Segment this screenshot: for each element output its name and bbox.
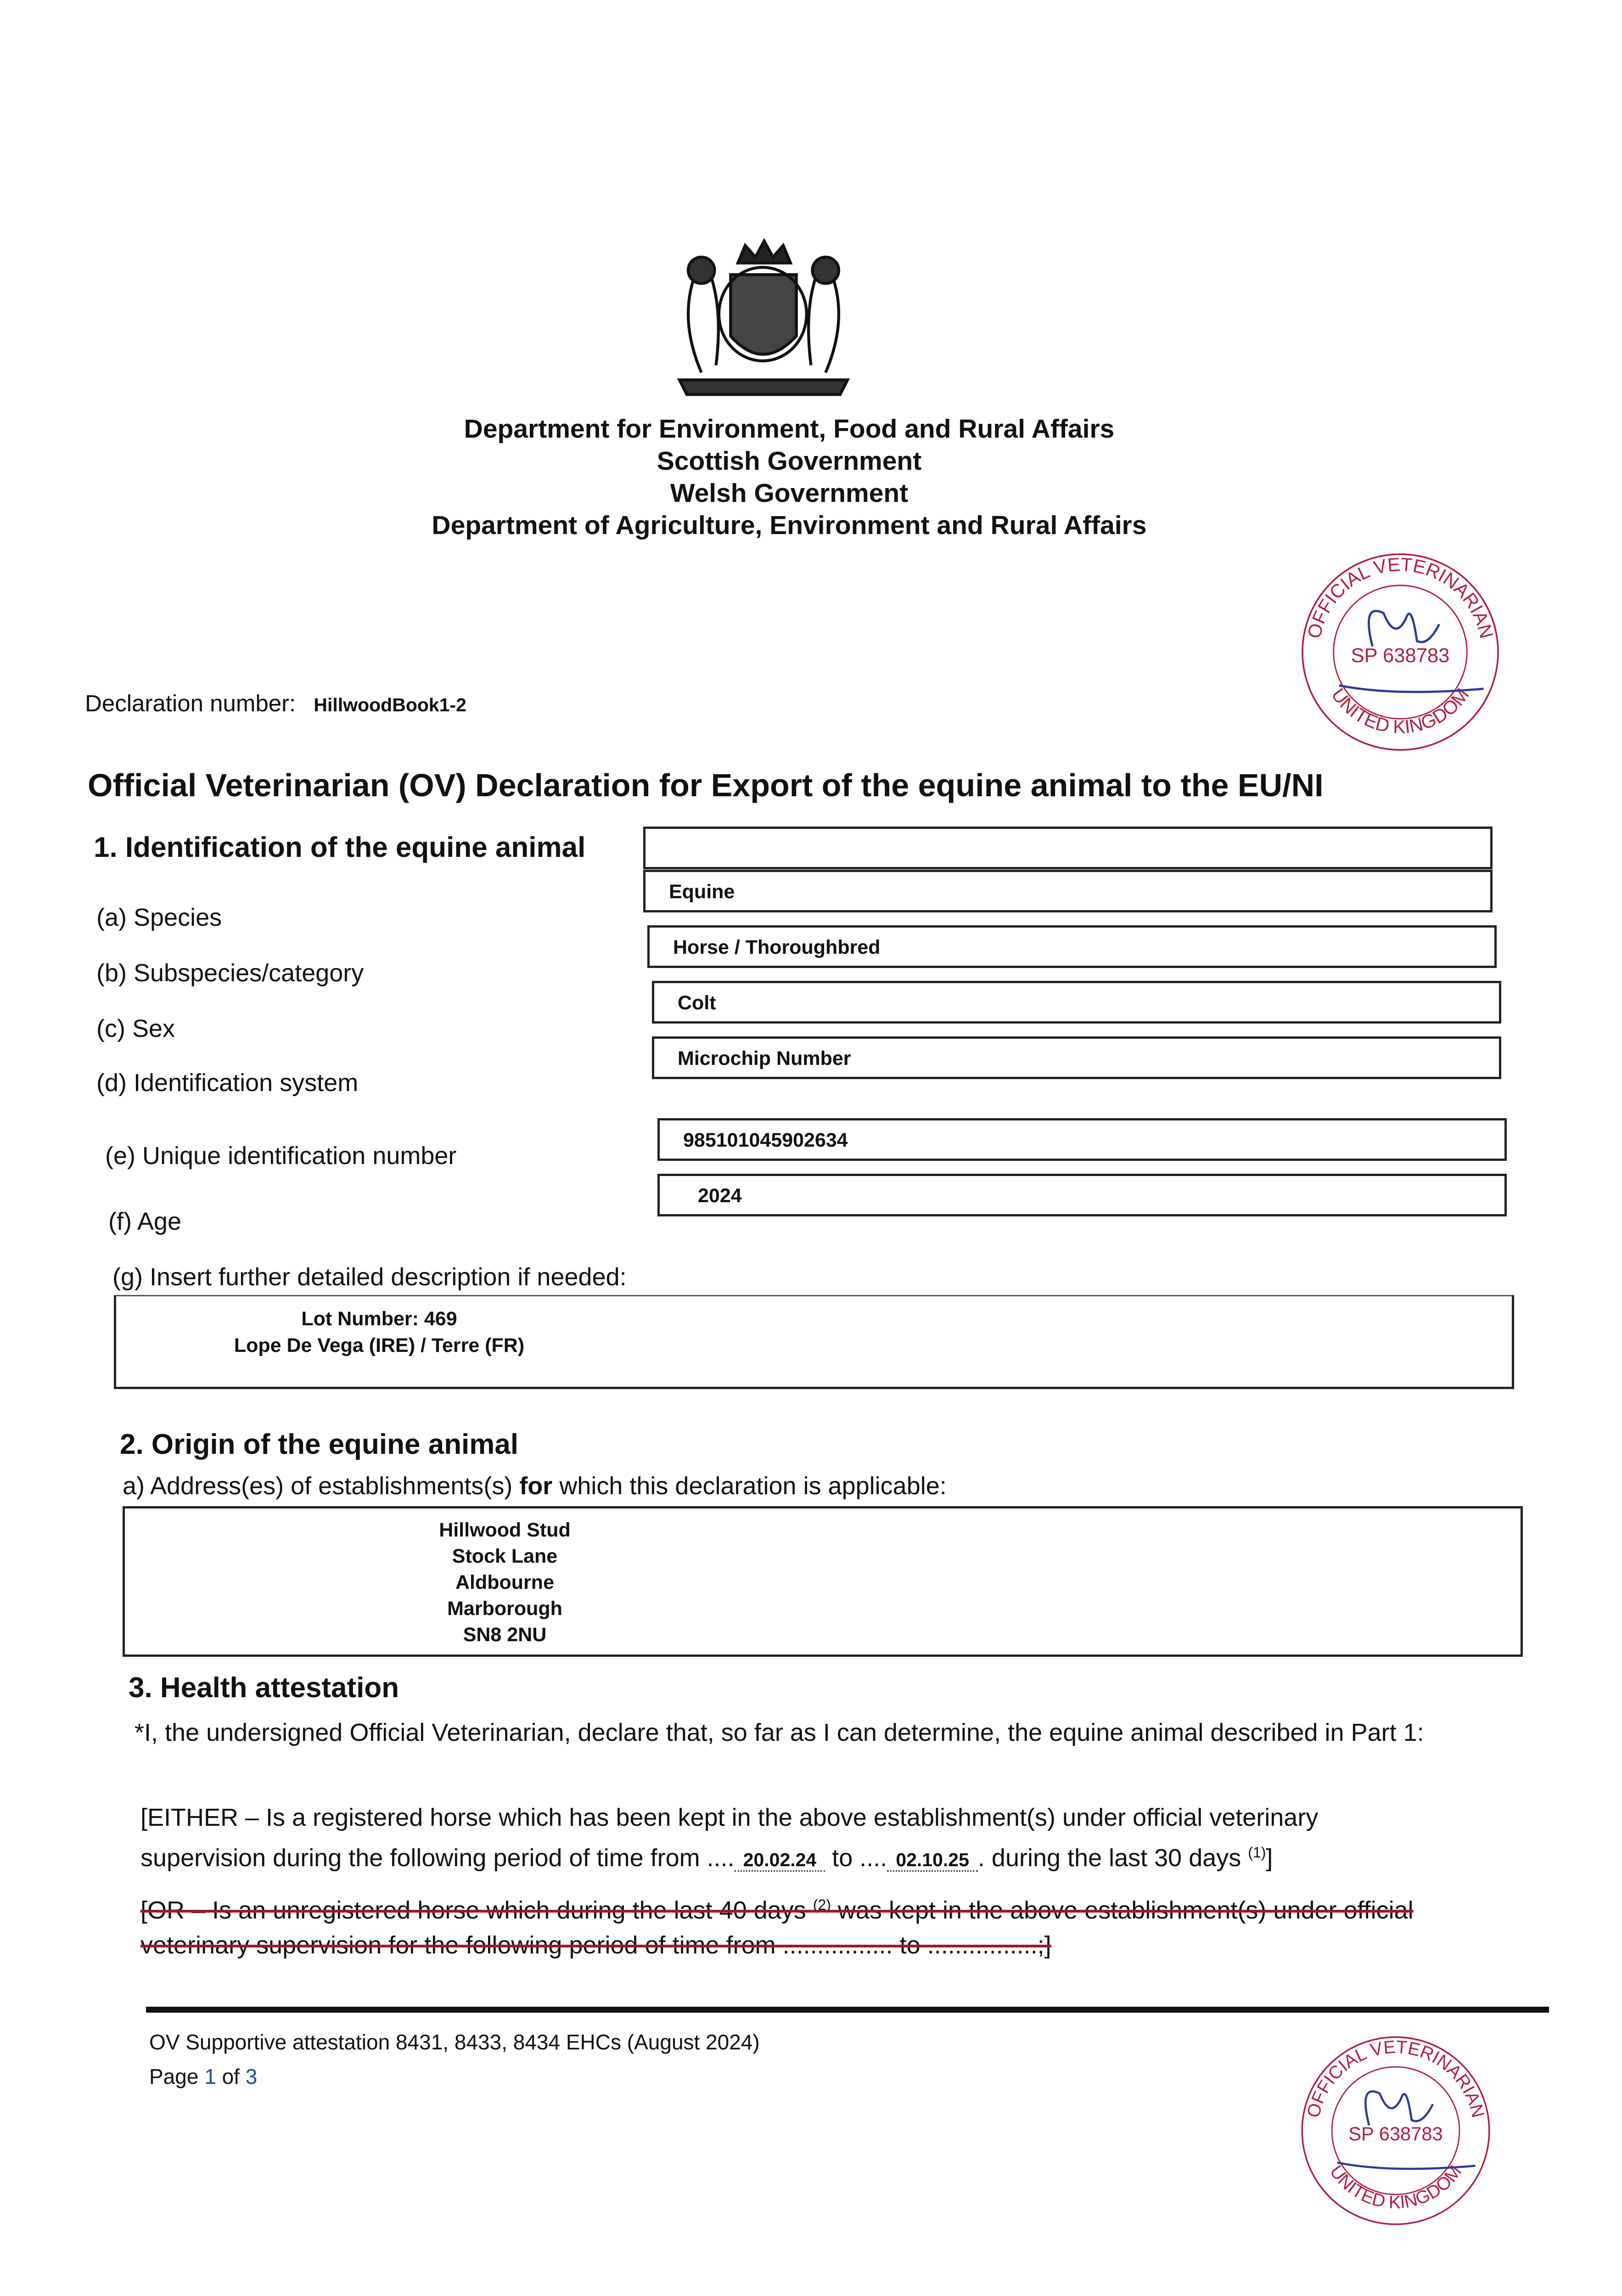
svg-text:OFFICIAL VETERINARIAN: OFFICIAL VETERINARIAN [1303, 2037, 1488, 2120]
address-line: Aldbourne [455, 1571, 554, 1593]
declaration-number-value: HillwoodBook1-2 [314, 694, 466, 715]
lot-number: Lot Number: 469 [301, 1308, 457, 1330]
age-label: (f) Age [108, 1208, 182, 1235]
further-description-box [114, 1295, 1514, 1389]
section-3-heading: 3. Health attestation [129, 1672, 399, 1704]
either-from-date: 20.02.24 [735, 1849, 825, 1872]
declaration-number-label: Declaration number: [85, 690, 296, 716]
svg-text:OFFICIAL VETERINARIAN: OFFICIAL VETERINARIAN [1303, 553, 1498, 641]
address-line: Hillwood Stud [439, 1519, 571, 1541]
declaration-number [85, 690, 466, 717]
address-line: SN8 2NU [463, 1624, 547, 1646]
royal-crest-icon [665, 234, 862, 402]
section-1-heading: 1. Identification of the equine animal [94, 832, 586, 863]
footer-divider [146, 2007, 1549, 2013]
svg-text:UNITED KINGDOM: UNITED KINGDOM [1325, 2161, 1466, 2213]
sex-label: (c) Sex [96, 1015, 175, 1042]
svg-text:SP 638783: SP 638783 [1348, 2122, 1443, 2144]
or-clause-struck: [OR – Is an unregistered horse which during the last 40 days $^{(2)}$ was kept in the above establishment(s) under official veterinary supervision for the following period of time from ................ to ................;] [140, 1896, 1414, 1959]
department-line: Scottish Government [657, 446, 922, 476]
pedigree: Lope De Vega (IRE) / Terre (FR) [234, 1334, 525, 1356]
address-label: a) Address(es) of establishments(s) for which this declaration is applicable: [123, 1472, 947, 1500]
sex-field: Colt [652, 981, 1501, 1024]
address-box [123, 1506, 1523, 1657]
svg-text:UNITED KINGDOM: UNITED KINGDOM [1327, 684, 1473, 737]
empty-box [643, 827, 1493, 869]
attestation-intro: *I, the undersigned Official Veterinarian, declare that, so far as I can determine, the equine animal described in Part 1: [135, 1719, 1424, 1746]
unique-id-label: (e) Unique identification number [105, 1142, 457, 1170]
department-line: Department for Environment, Food and Rural Affairs [464, 414, 1115, 444]
footer-reference: OV Supportive attestation 8431, 8433, 8434 EHCs (August 2024) [149, 2030, 760, 2054]
address-line: Marborough [447, 1598, 562, 1620]
svg-text:SP 638783: SP 638783 [1351, 644, 1450, 667]
species-label: (a) Species [96, 904, 222, 931]
page-number: Page 1 of 3 [149, 2065, 258, 2088]
official-veterinarian-stamp-icon [1295, 546, 1506, 758]
age-field: 2024 [657, 1174, 1507, 1216]
address-line: Stock Lane [452, 1545, 558, 1567]
species-field: Equine [643, 870, 1493, 912]
department-line: Department of Agriculture, Environment and Rural Affairs [432, 511, 1147, 540]
identification-system-field: Microchip Number [652, 1036, 1501, 1079]
either-clause: [EITHER – Is a registered horse which has been kept in the above establishment(s) under official veterinary supervision during the following period of time from .... 20.02.24 to .... 02.10.25 . during the last 30 days $^{(1)}$] [140, 1804, 1319, 1872]
further-description-label: (g) Insert further detailed description if needed: [112, 1263, 627, 1291]
subspecies-field: Horse / Thoroughbred [647, 925, 1497, 968]
subspecies-label: (b) Subspecies/category [96, 959, 364, 987]
page-title: Official Veterinarian (OV) Declaration for Export of the equine animal to the EU/NI [88, 767, 1324, 803]
section-2-heading: 2. Origin of the equine animal [120, 1429, 519, 1460]
either-to-date: 02.10.25 [887, 1849, 978, 1872]
identification-system-label: (d) Identification system [96, 1069, 359, 1097]
department-line: Welsh Government [670, 478, 909, 508]
official-veterinarian-stamp-icon [1295, 2030, 1497, 2232]
unique-id-field: 985101045902634 [657, 1118, 1507, 1161]
